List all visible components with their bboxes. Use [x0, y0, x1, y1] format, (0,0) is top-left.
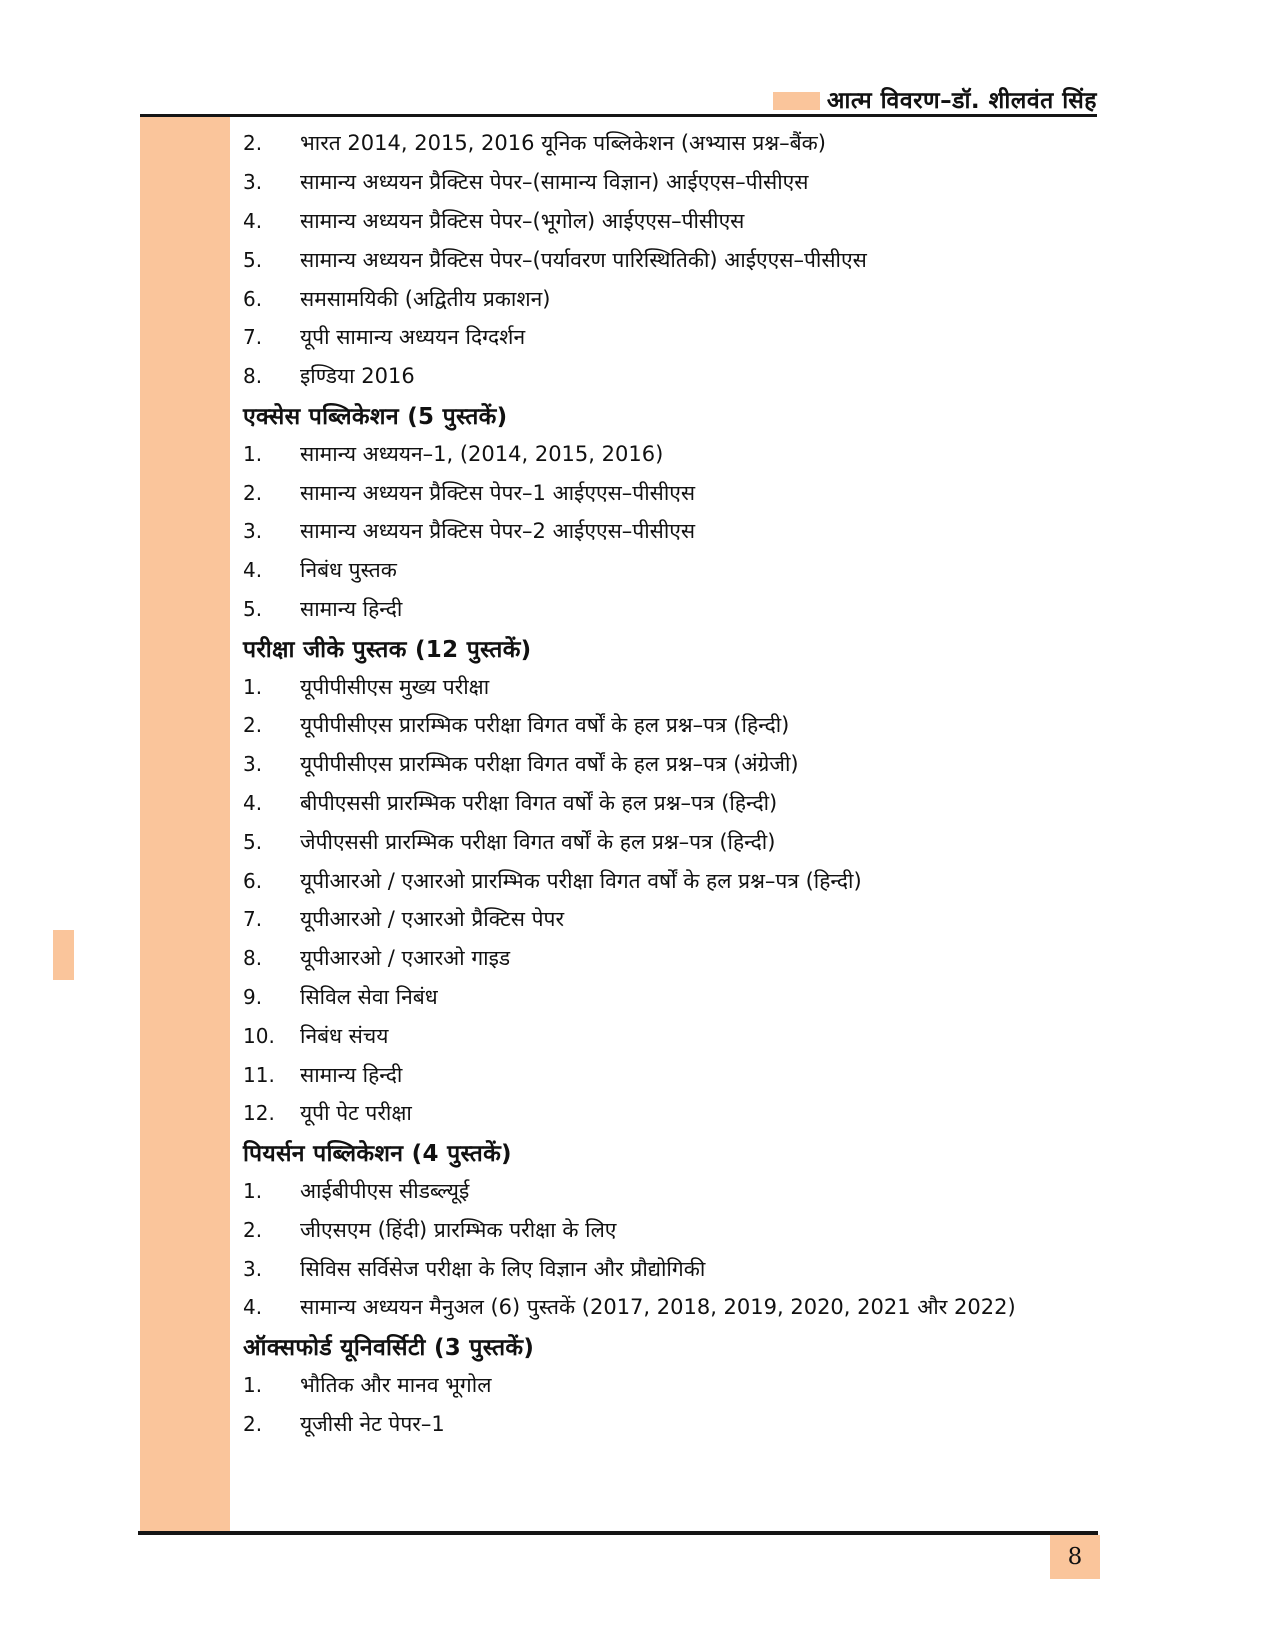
list-item-number: 8. — [243, 364, 263, 389]
list-item — [243, 279, 1123, 318]
left-margin-marker — [53, 930, 74, 980]
list-item-text: निबंध संचय — [300, 1023, 389, 1048]
list-item-text: भौतिक और मानव भूगोल — [300, 1372, 492, 1397]
list-item-number: 7. — [243, 907, 263, 932]
list-item — [243, 1055, 1123, 1094]
list-item-number: 3. — [243, 170, 263, 195]
page-header-title: आत्म विवरण–डॉ. शीलवंत सिंह — [826, 88, 1097, 114]
list-item-number: 7. — [243, 325, 263, 350]
list-item — [243, 124, 1123, 163]
list-item — [243, 357, 1123, 396]
list-item-text: सामान्य अध्ययन मैनुअल (6) पुस्तकें (2017, 2018, 2019, 2020, 2021 और 2022) — [300, 1295, 1016, 1320]
page-number-badge: 8 — [1050, 1535, 1100, 1579]
list-item-text: यूपीआरओ / एआरओ गाइड — [300, 946, 511, 971]
section-heading: पियर्सन पब्लिकेशन (4 पुस्तकें) — [243, 1141, 512, 1168]
list-item-number: 6. — [243, 286, 263, 311]
list-item-number: 6. — [243, 868, 263, 893]
list-item — [243, 900, 1123, 939]
list-item-text: यूपी पेट परीक्षा — [300, 1101, 412, 1126]
list-item — [243, 1016, 1123, 1055]
list-item-text: इण्डिया 2016 — [300, 364, 415, 389]
list-item-number: 10. — [243, 1023, 275, 1048]
list-item — [243, 434, 1123, 473]
list-item-text: सामान्य अध्ययन प्रैक्टिस पेपर–(पर्यावरण पारिस्थितिकी) आईएएस–पीसीएस — [300, 247, 867, 272]
list-item-number: 12. — [243, 1101, 275, 1126]
list-item — [243, 978, 1123, 1017]
section-heading: ऑक्सफोर्ड यूनिवर्सिटी (3 पुस्तकें) — [243, 1335, 535, 1362]
section-heading: एक्सेस पब्लिकेशन (5 पुस्तकें) — [243, 403, 508, 430]
list-item-number: 5. — [243, 247, 263, 272]
section-heading: परीक्षा जीके पुस्तक (12 पुस्तकें) — [243, 636, 532, 663]
list-item-number: 1. — [243, 674, 263, 699]
list-item-number: 2. — [243, 713, 263, 738]
list-item-number: 1. — [243, 1372, 263, 1397]
list-item — [243, 1249, 1123, 1288]
list-item-number: 4. — [243, 208, 263, 233]
list-item-text: निबंध पुस्तक — [300, 558, 397, 583]
list-item — [243, 1404, 1123, 1443]
list-item-number: 2. — [243, 480, 263, 505]
list-item — [243, 1094, 1123, 1133]
list-item-text: यूपीपीसीएस प्रारम्भिक परीक्षा विगत वर्षों के हल प्रश्न–पत्र (हिन्दी) — [300, 713, 790, 738]
content-list — [243, 124, 1123, 1443]
list-item-number: 1. — [243, 1178, 263, 1203]
list-item — [243, 861, 1123, 900]
list-item — [243, 1172, 1123, 1211]
list-item — [243, 240, 1123, 279]
list-item-text: बीपीएससी प्रारम्भिक परीक्षा विगत वर्षों के हल प्रश्न–पत्र (हिन्दी) — [300, 790, 778, 815]
list-item — [243, 745, 1123, 784]
list-item-text: जेपीएससी प्रारम्भिक परीक्षा विगत वर्षों के हल प्रश्न–पत्र (हिन्दी) — [300, 829, 776, 854]
list-item — [243, 706, 1123, 745]
list-item-text: सामान्य अध्ययन–1, (2014, 2015, 2016) — [300, 441, 664, 466]
list-item-text: समसामयिकी (अद्वितीय प्रकाशन) — [300, 286, 551, 311]
list-item — [243, 473, 1123, 512]
list-item-text: यूपीपीसीएस प्रारम्भिक परीक्षा विगत वर्षों के हल प्रश्न–पत्र (अंग्रेजी) — [300, 752, 799, 777]
list-item — [243, 318, 1123, 357]
list-item-number: 3. — [243, 752, 263, 777]
list-item-number: 2. — [243, 131, 263, 156]
list-item-text: यूपी सामान्य अध्ययन दिग्दर्शन — [300, 325, 526, 350]
list-item-text: सामान्य अध्ययन प्रैक्टिस पेपर–(सामान्य विज्ञान) आईएएस–पीसीएस — [300, 170, 809, 195]
list-item-text: यूपीआरओ / एआरओ प्रारम्भिक परीक्षा विगत वर्षों के हल प्रश्न–पत्र (हिन्दी) — [300, 868, 862, 893]
list-item — [243, 1366, 1123, 1405]
list-item-text: सामान्य अध्ययन प्रैक्टिस पेपर–1 आईएएस–पीसीएस — [300, 480, 696, 505]
list-item-text: यूपीआरओ / एआरओ प्रैक्टिस पेपर — [300, 907, 565, 932]
list-item — [243, 512, 1123, 551]
list-item-number: 3. — [243, 1256, 263, 1281]
list-item-text: सामान्य अध्ययन प्रैक्टिस पेपर–(भूगोल) आईएएस–पीसीएस — [300, 208, 745, 233]
list-item-number: 8. — [243, 946, 263, 971]
list-item — [243, 163, 1123, 202]
list-item-number: 4. — [243, 1295, 263, 1320]
list-item — [243, 1288, 1123, 1327]
list-item — [243, 590, 1123, 629]
header-rule — [140, 114, 1097, 117]
list-item-text: यूजीसी नेट पेपर–1 — [300, 1411, 445, 1436]
list-item-text: सिविल सेवा निबंध — [300, 984, 438, 1009]
list-item-number: 3. — [243, 519, 263, 544]
footer-rule — [138, 1531, 1098, 1535]
list-item-number: 1. — [243, 441, 263, 466]
list-item-text: सामान्य अध्ययन प्रैक्टिस पेपर–2 आईएएस–पीसीएस — [300, 519, 696, 544]
list-item-number: 4. — [243, 790, 263, 815]
list-item — [243, 939, 1123, 978]
list-item-number: 9. — [243, 984, 263, 1009]
list-item — [243, 784, 1123, 823]
list-item-text: जीएसएम (हिंदी) प्रारम्भिक परीक्षा के लिए — [300, 1217, 617, 1242]
list-item-number: 11. — [243, 1062, 275, 1087]
list-item — [243, 822, 1123, 861]
list-item-text: सामान्य हिन्दी — [300, 596, 403, 621]
header-accent-swatch — [773, 92, 820, 110]
list-item-number: 5. — [243, 829, 263, 854]
list-item — [243, 667, 1123, 706]
list-item-text: सामान्य हिन्दी — [300, 1062, 403, 1087]
list-item-number: 5. — [243, 596, 263, 621]
list-item-text: सिविस सर्विसेज परीक्षा के लिए विज्ञान और प्रौद्योगिकी — [300, 1256, 706, 1281]
list-item — [243, 202, 1123, 241]
list-item-number: 2. — [243, 1217, 263, 1242]
list-item-number: 4. — [243, 558, 263, 583]
list-item-text: भारत 2014, 2015, 2016 यूनिक पब्लिकेशन (अभ्यास प्रश्न–बैंक) — [300, 131, 826, 156]
list-item-text: आईबीपीएस सीडब्ल्यूई — [300, 1178, 470, 1203]
list-item — [243, 1210, 1123, 1249]
list-item-number: 2. — [243, 1411, 263, 1436]
list-item — [243, 551, 1123, 590]
list-item-text: यूपीपीसीएस मुख्य परीक्षा — [300, 674, 490, 699]
left-margin-strip — [140, 117, 230, 1533]
